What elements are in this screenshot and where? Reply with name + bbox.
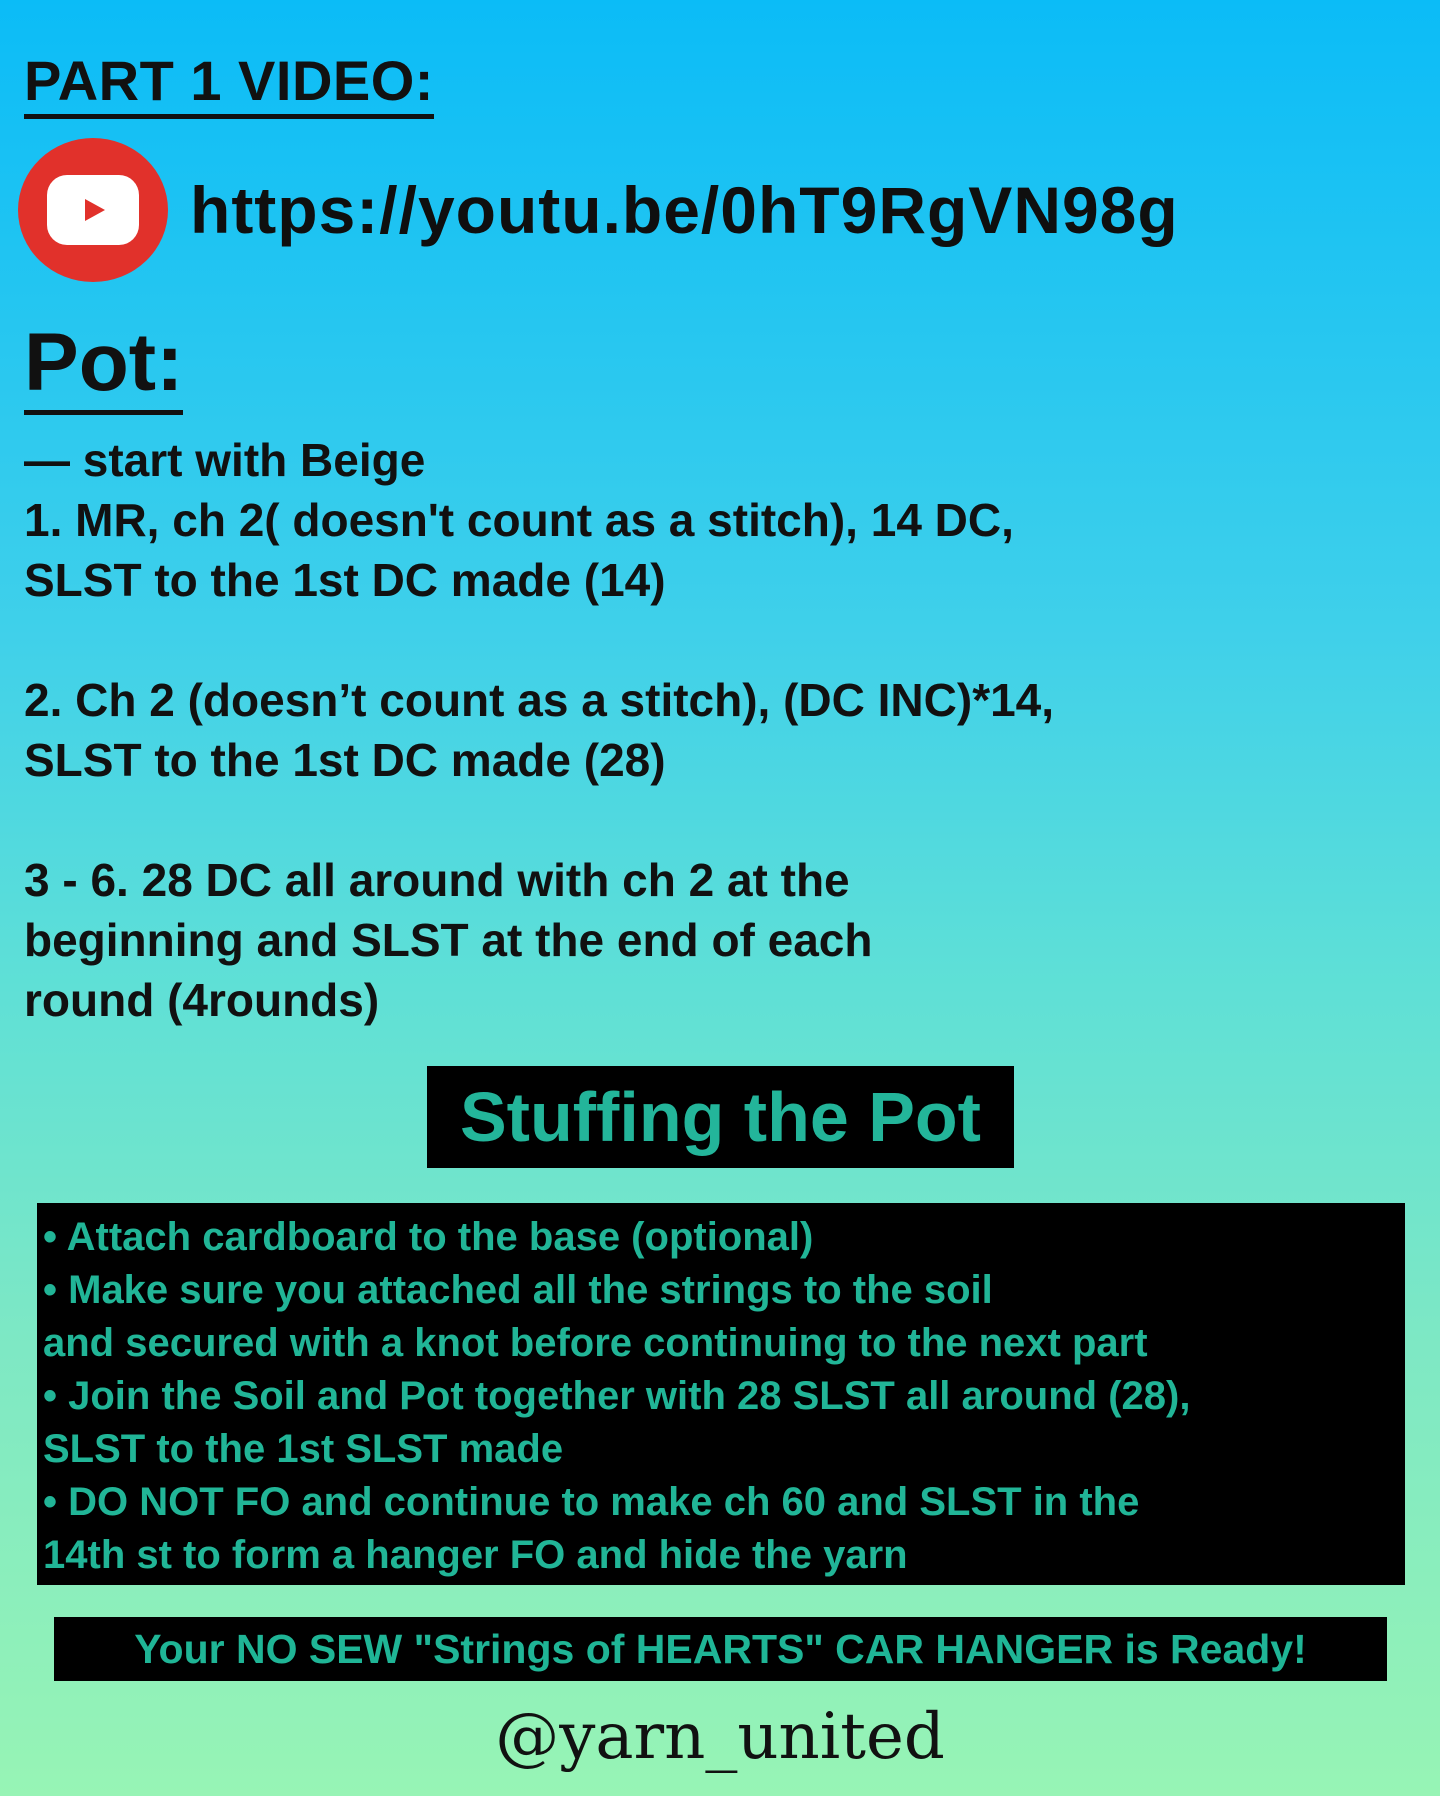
stuffing-instructions-box — [37, 1203, 1405, 1585]
stuffing-line: • Join the Soil and Pot together with 28 SLST all around (28), — [43, 1374, 1191, 1418]
stuffing-line: • DO NOT FO and continue to make ch 60 and SLST in the — [43, 1480, 1140, 1524]
pot-instructions — [24, 430, 1404, 1090]
video-url-link[interactable]: https://youtu.be/0hT9RgVN98g — [190, 173, 1179, 247]
stuffing-line: • Make sure you attached all the strings to the soil — [43, 1268, 993, 1312]
pot-intro: — start with Beige — [24, 434, 426, 486]
youtube-icon[interactable] — [18, 138, 168, 282]
step-line: 1. MR, ch 2( doesn't count as a stitch), 14 DC, — [24, 494, 1014, 546]
step-line: SLST to the 1st DC made (28) — [24, 734, 666, 786]
video-link-row[interactable] — [18, 138, 1179, 282]
ready-banner: Your NO SEW "Strings of HEARTS" CAR HANGER is Ready! — [54, 1617, 1387, 1681]
pot-heading: Pot: — [24, 322, 183, 415]
youtube-play-box — [47, 175, 139, 245]
stuffing-line: SLST to the 1st SLST made — [43, 1427, 564, 1471]
pot-step — [24, 670, 1404, 790]
step-line: round (4rounds) — [24, 974, 380, 1026]
stuffing-line: and secured with a knot before continuing to the next part — [43, 1321, 1148, 1365]
author-handle: @yarn_united — [495, 1700, 945, 1774]
step-line: SLST to the 1st DC made (14) — [24, 554, 666, 606]
stuffing-line: 14th st to form a hanger FO and hide the yarn — [43, 1533, 908, 1577]
pot-step — [24, 850, 1404, 1030]
part-1-video-title: PART 1 VIDEO: — [24, 50, 434, 119]
step-line: 3 - 6. 28 DC all around with ch 2 at the — [24, 854, 850, 906]
stuffing-line: • Attach cardboard to the base (optional) — [43, 1215, 814, 1259]
stuffing-title: Stuffing the Pot — [427, 1066, 1014, 1168]
play-icon — [78, 195, 108, 225]
step-line: beginning and SLST at the end of each — [24, 914, 873, 966]
pot-step — [24, 490, 1404, 610]
step-line: 2. Ch 2 (doesn’t count as a stitch), (DC INC)*14, — [24, 674, 1055, 726]
